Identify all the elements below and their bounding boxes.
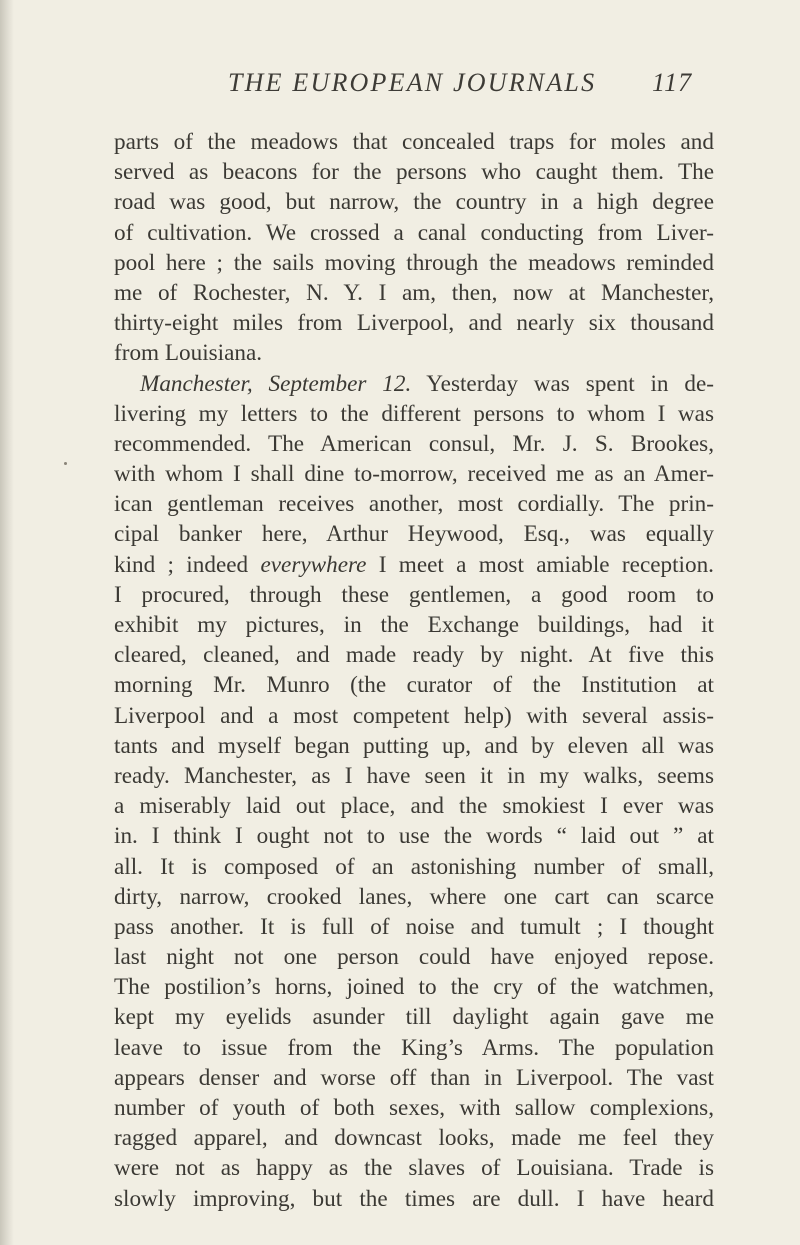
line-start: kind ; indeed bbox=[114, 551, 261, 578]
text-line: exhibit my pictures, in the Exchange buildings, had it bbox=[114, 612, 714, 638]
text-line: kept my eyelids asunder till daylight again gave me bbox=[114, 1004, 714, 1031]
text-line: ican gentleman receives another, most cordially. The prin- bbox=[114, 491, 714, 518]
page-gutter-shadow bbox=[0, 0, 14, 1245]
text-line: morning Mr. Munro (the curator of the Institution at bbox=[114, 672, 714, 699]
text-line: pass another. It is full of noise and tumult ; I thought bbox=[114, 913, 714, 940]
text-line: dirty, narrow, crooked lanes, where one cart can scarce bbox=[114, 883, 714, 910]
text-line: parts of the meadows that concealed traps for moles and bbox=[114, 129, 714, 155]
text-line: of cultivation. We crossed a canal conducting from Liver- bbox=[114, 219, 714, 246]
text-line: last night not one person could have enjoyed repose. bbox=[114, 944, 714, 971]
text-line: recommended. The American consul, Mr. J. S. Brookes, bbox=[114, 430, 714, 457]
page-header bbox=[0, 68, 800, 104]
text-line: number of youth of both sexes, with sallow complexions, bbox=[114, 1095, 714, 1121]
text-line: I procured, through these gentlemen, a good room to bbox=[114, 581, 714, 608]
text-line: cipal banker here, Arthur Heywood, Esq., was equally bbox=[114, 521, 714, 548]
text-line: me of Rochester, N. Y. I am, then, now at Manchester, bbox=[114, 279, 714, 306]
text-line: The postilion’s horns, joined to the cry of the watchmen, bbox=[114, 974, 714, 1001]
text-line: were not as happy as the slaves of Louisiana. Trade is bbox=[114, 1155, 714, 1182]
text-line: served as beacons for the persons who caught them. The bbox=[114, 159, 714, 186]
text-line: all. It is composed of an astonishing number of small, bbox=[114, 853, 714, 880]
paper-speck bbox=[64, 462, 67, 465]
text-line: in. I think I ought not to use the words “ laid out ” at bbox=[114, 823, 714, 850]
text-line-emphasis bbox=[114, 550, 714, 580]
text-line: from Louisiana. bbox=[114, 340, 263, 367]
line-end: I meet a most amiable reception. bbox=[366, 551, 714, 578]
text-line: livering my letters to the different persons to whom I was bbox=[114, 400, 714, 427]
journal-text bbox=[114, 127, 714, 1214]
text-line: ragged apparel, and downcast looks, made me feel they bbox=[114, 1125, 714, 1152]
emphasis-word: everywhere bbox=[260, 551, 367, 578]
text-line: leave to issue from the King’s Arms. The population bbox=[114, 1034, 714, 1061]
text-line: pool here ; the sails moving through the meadows reminded bbox=[114, 249, 714, 276]
page-number: 117 bbox=[652, 68, 693, 97]
text-line: a miserably laid out place, and the smokiest I ever was bbox=[114, 793, 714, 820]
text-line: with whom I shall dine to-morrow, received me as an Amer- bbox=[114, 461, 714, 488]
text-line: Liverpool and a most competent help) with several assis- bbox=[114, 702, 714, 729]
journal-entry-first-line bbox=[114, 369, 714, 399]
running-title: THE EUROPEAN JOURNALS bbox=[228, 68, 597, 97]
text-line: ready. Manchester, as I have seen it in my walks, seems bbox=[114, 762, 714, 789]
text-line: appears denser and worse off than in Liverpool. The vast bbox=[114, 1064, 714, 1091]
text-line: slowly improving, but the times are dull. I have heard bbox=[114, 1185, 714, 1212]
text-line: road was good, but narrow, the country in a high degree bbox=[114, 189, 714, 216]
text-line: tants and myself began putting up, and by eleven all was bbox=[114, 732, 714, 759]
text-line: cleared, cleaned, and made ready by night. At five this bbox=[114, 642, 714, 669]
entry-dateline: Manchester, September 12. bbox=[140, 370, 412, 397]
text-line: thirty-eight miles from Liverpool, and nearly six thousand bbox=[114, 310, 714, 337]
entry-text: Yesterday was spent in de- bbox=[411, 370, 714, 397]
